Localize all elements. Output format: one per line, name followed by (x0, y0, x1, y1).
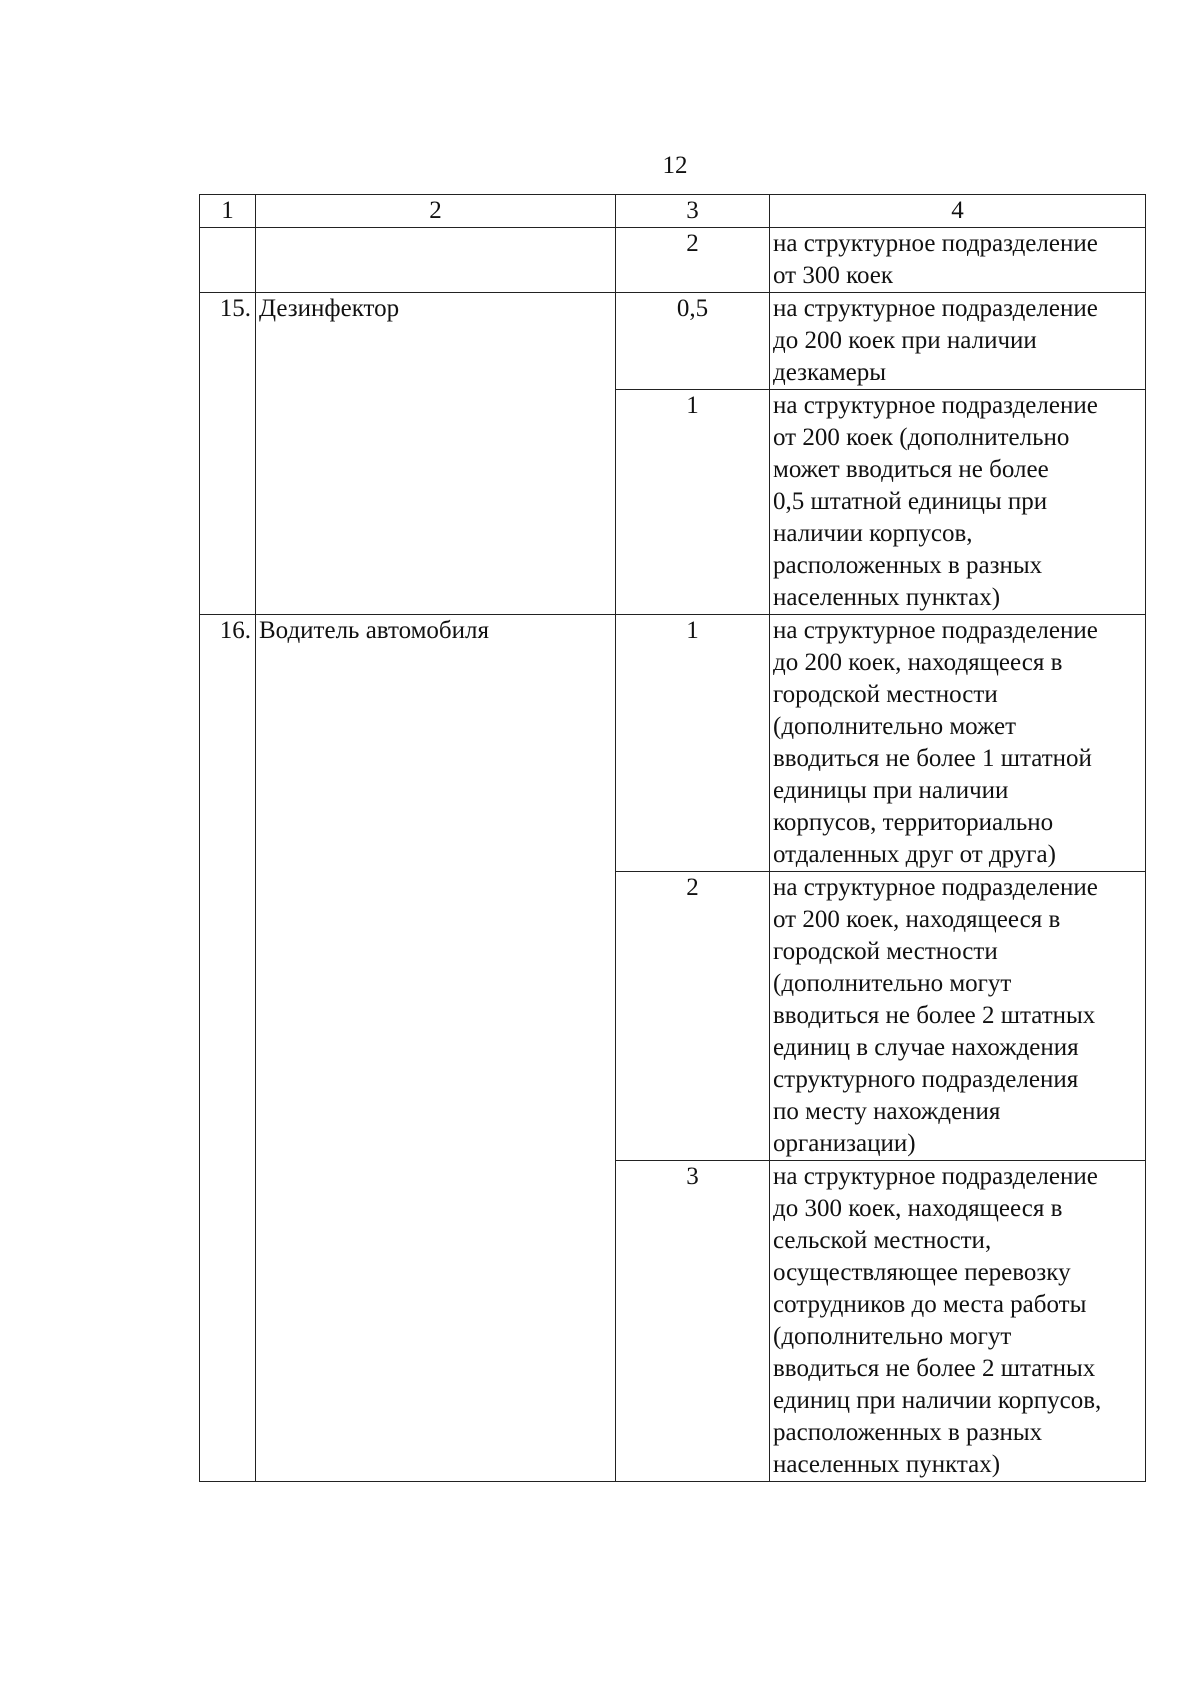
row-number-cell (200, 228, 256, 293)
condition-cell: на структурное подразделение до 300 коек, находящееся в сельской местности, осуществляющее перевозку сотрудников до места работы (дополнительно могут вводиться не более 2 штатных единиц при наличии корпусов, расположенных в разных населенных пунктах) (770, 1161, 1146, 1482)
staff-units-cell: 1 (616, 390, 770, 615)
table-row (200, 228, 1146, 293)
header-col-2: 2 (256, 195, 616, 228)
table-header-row (200, 195, 1146, 228)
condition-cell: на структурное подразделение от 200 коек, находящееся в городской местности (дополнительно могут вводиться не более 2 штатных единиц в случае нахождения структурного подразделения по месту нахождения организации) (770, 872, 1146, 1161)
header-col-1: 1 (200, 195, 256, 228)
page-number: 12 (662, 152, 688, 179)
position-name-cell (256, 228, 616, 293)
staffing-table (199, 194, 1146, 1482)
staff-units-cell: 2 (616, 872, 770, 1161)
staff-units-cell: 1 (616, 615, 770, 872)
row-number-cell: 16. (200, 615, 256, 1482)
condition-cell: на структурное подразделение до 200 коек, находящееся в городской местности (дополнительно может вводиться не более 1 штатной единицы при наличии корпусов, территориально отдаленных друг от друга) (770, 615, 1146, 872)
staff-units-cell: 2 (616, 228, 770, 293)
position-name-cell: Дезинфектор (256, 293, 616, 615)
header-col-3: 3 (616, 195, 770, 228)
staff-units-cell: 3 (616, 1161, 770, 1482)
position-name-cell: Водитель автомобиля (256, 615, 616, 1482)
staff-units-cell: 0,5 (616, 293, 770, 390)
table-row (200, 615, 1146, 872)
row-number-cell: 15. (200, 293, 256, 615)
table-row (200, 293, 1146, 390)
condition-cell: на структурное подразделение от 300 коек (770, 228, 1146, 293)
condition-cell: на структурное подразделение от 200 коек (дополнительно может вводиться не более 0,5 штатной единицы при наличии корпусов, расположенных в разных населенных пунктах) (770, 390, 1146, 615)
condition-cell: на структурное подразделение до 200 коек при наличии дезкамеры (770, 293, 1146, 390)
header-col-4: 4 (770, 195, 1146, 228)
